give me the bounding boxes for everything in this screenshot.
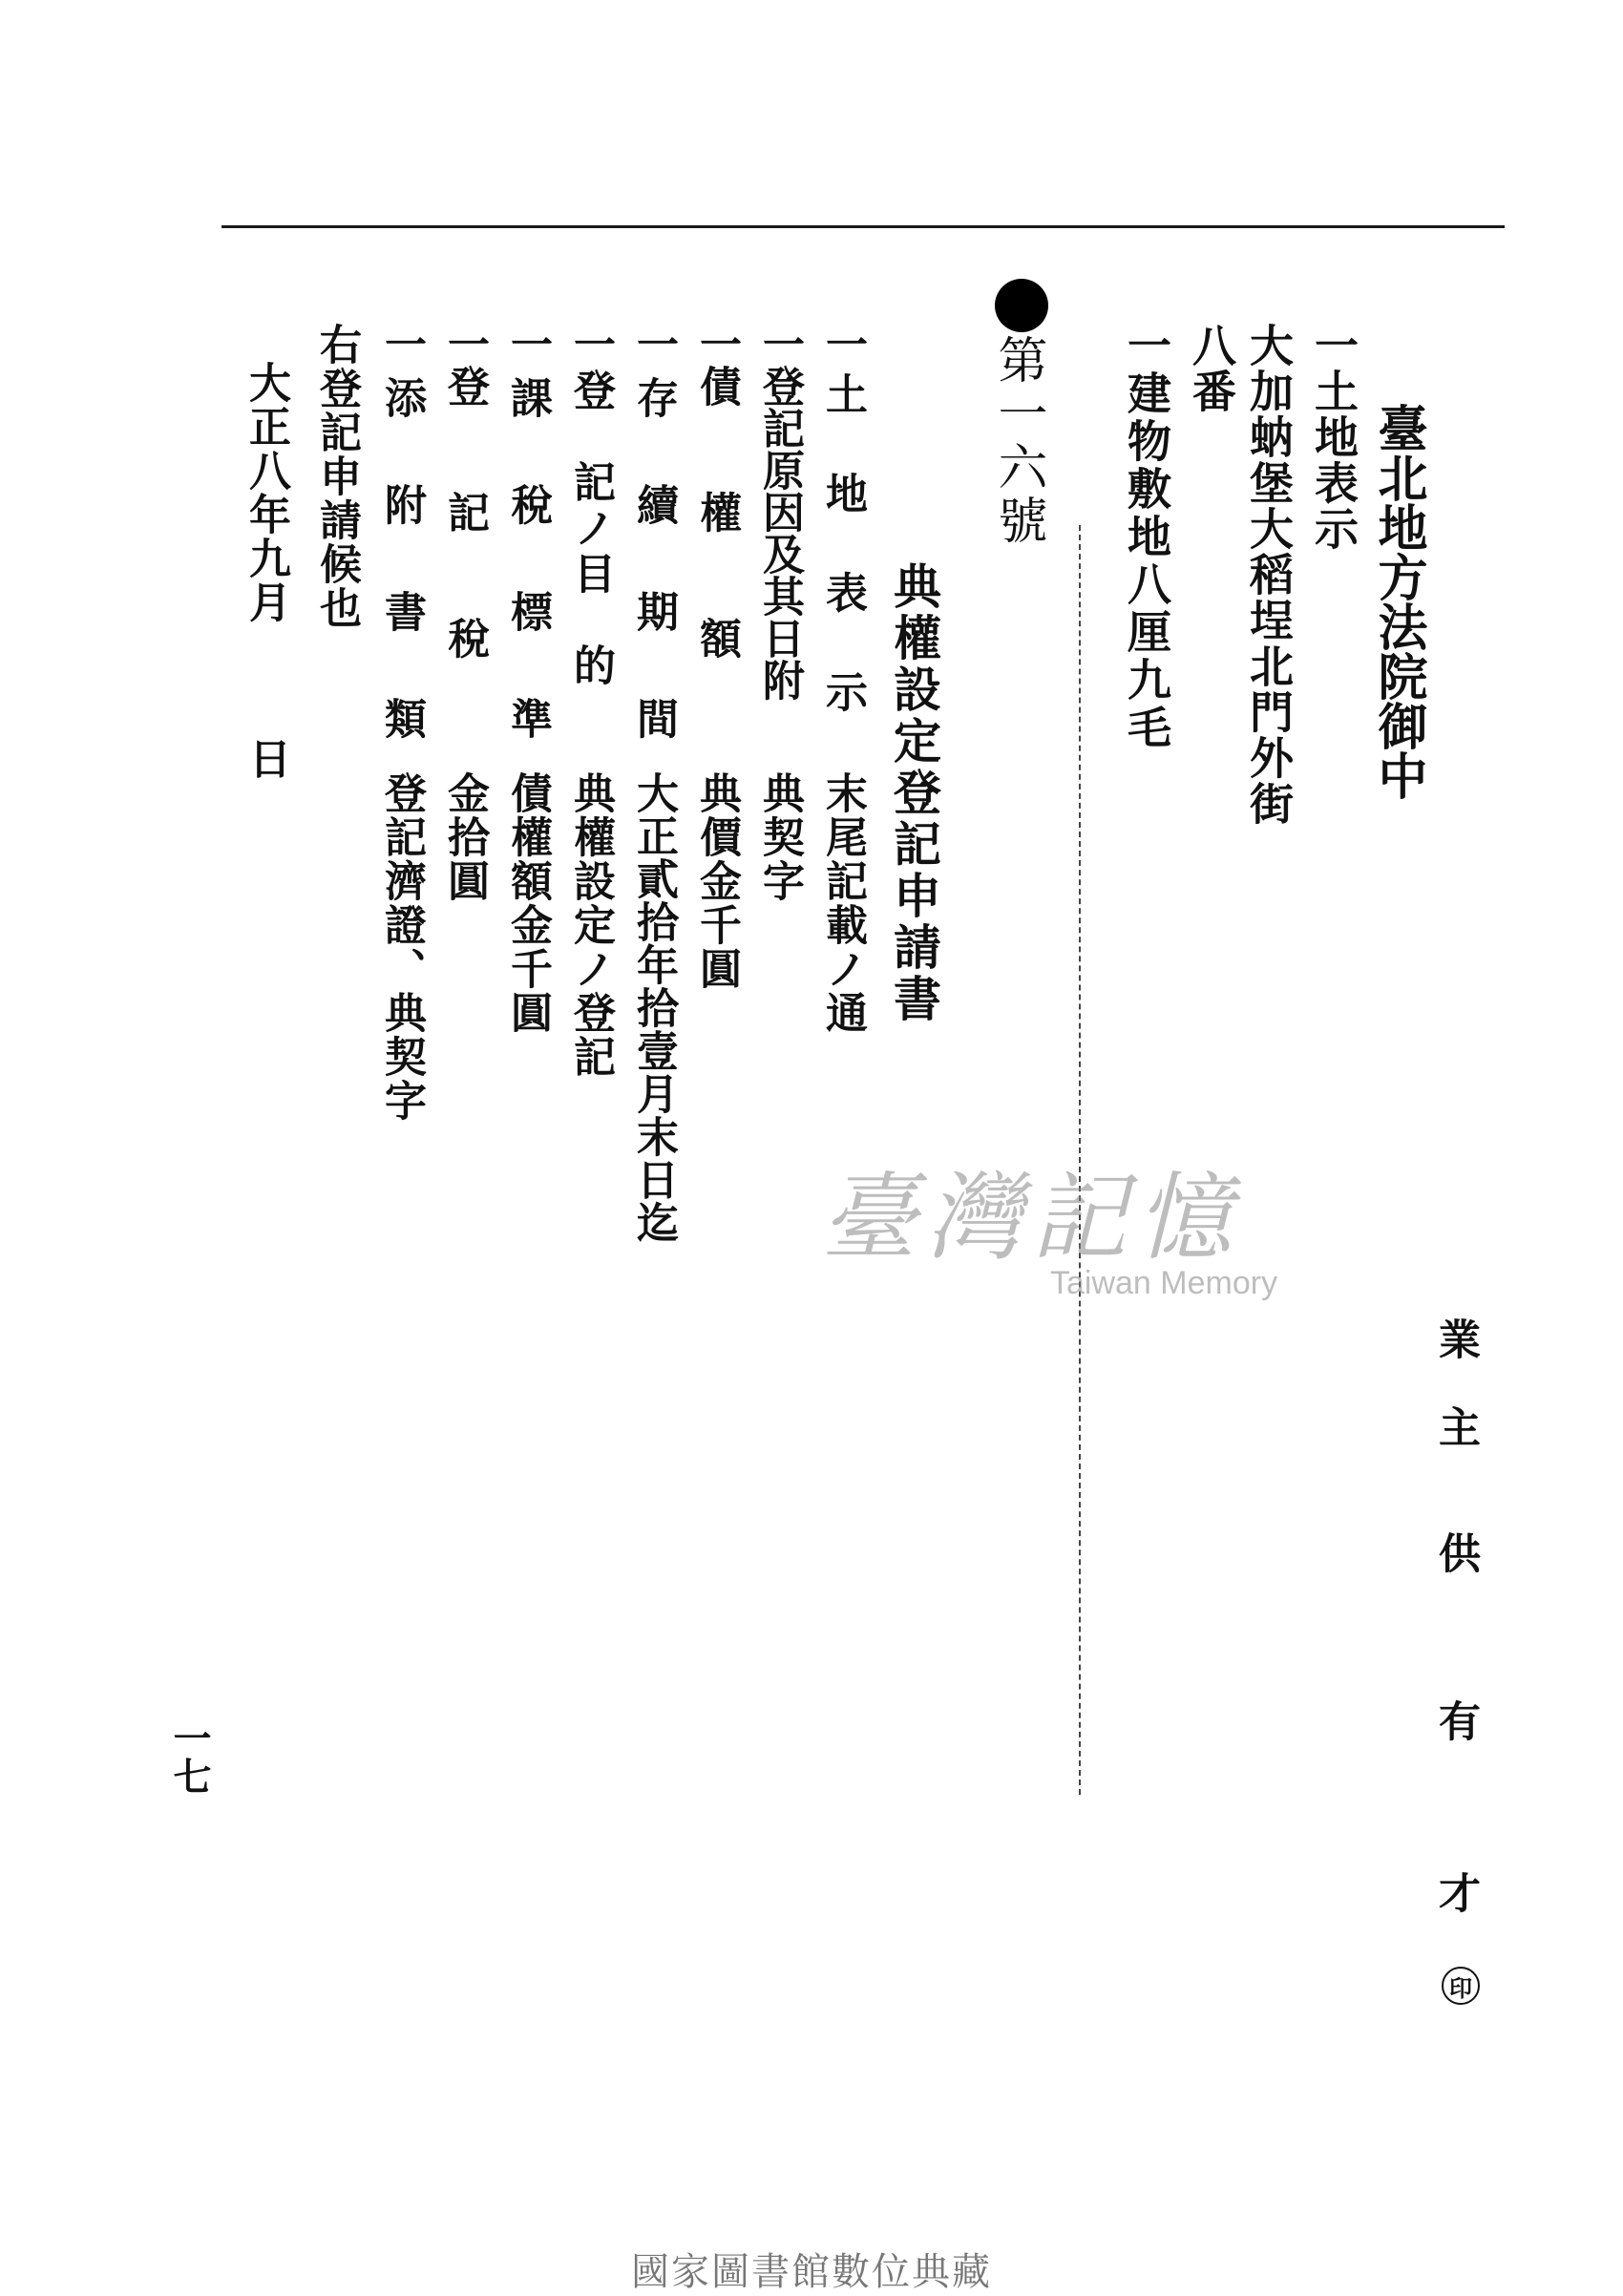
row-value-cause: 典契字 (755, 771, 804, 903)
row-label-attachments: 一添 附 書 類 (377, 323, 426, 750)
top-rule (221, 225, 1505, 228)
owner-char-1: 業 (1431, 1317, 1480, 1359)
row-value-period: 大正貳拾年拾壹月末日迄 (629, 771, 678, 1244)
row-label-tax-basis: 一課 稅 標 準 (503, 323, 552, 750)
row-value-claim: 典價金千圓 (692, 771, 741, 991)
date: 大正八年九月 (242, 361, 290, 624)
row-label-claim: 一債 權 額 (692, 323, 741, 659)
watermark (821, 1141, 1317, 1332)
watermark-chinese: 臺灣記憶 (821, 1162, 1241, 1274)
row-value-tax-basis: 債權額金千圓 (503, 771, 552, 1035)
owner-char-4: 有 (1431, 1699, 1480, 1741)
page-number: 一七 (167, 1718, 212, 1795)
land-display-label: 一土地表示 (1308, 323, 1360, 552)
owner-char-3: 供 (1431, 1531, 1480, 1573)
watermark-english: Taiwan Memory (1050, 1265, 1278, 1301)
row-label-period: 一存 續 期 間 (629, 323, 678, 750)
row-value-attachments: 登記濟證、典契字 (377, 771, 426, 1123)
row-label-land: 一土 地 表 示 (818, 323, 867, 720)
row-label-tax: 一登 記 稅 (440, 323, 489, 659)
row-value-land: 末尾記載ノ通 (818, 771, 867, 1035)
owner-char-5: 才 (1431, 1871, 1480, 1913)
closing-statement: 右登記申請候也 (312, 323, 361, 630)
row-value-purpose: 典權設定ノ登記 (566, 771, 615, 1079)
owner-char-2: 主 (1431, 1405, 1480, 1447)
row-value-tax: 金拾圓 (440, 771, 489, 903)
section-number: 第一六號 (989, 334, 1046, 548)
seal-mark: 印 (1442, 1967, 1480, 2005)
row-label-purpose: 一登 記ノ目 的 (566, 323, 615, 689)
building-land-area: 一建物敷地八厘九毛 (1121, 323, 1172, 752)
location-line1: 大加蚋堡大稻埕北門外街 (1243, 323, 1295, 827)
court-name: 臺北地方法院御中 (1369, 403, 1427, 800)
date-day: 日 (242, 737, 290, 779)
black-circle-mark (995, 279, 1048, 332)
row-label-cause: 一登記原因及其日附 (755, 323, 804, 701)
location-line2: 八番 (1186, 323, 1237, 414)
footer-credit: 國家圖書館數位典藏 (631, 2250, 992, 2294)
form-title: 典權設定登記申請書 (886, 561, 942, 1025)
